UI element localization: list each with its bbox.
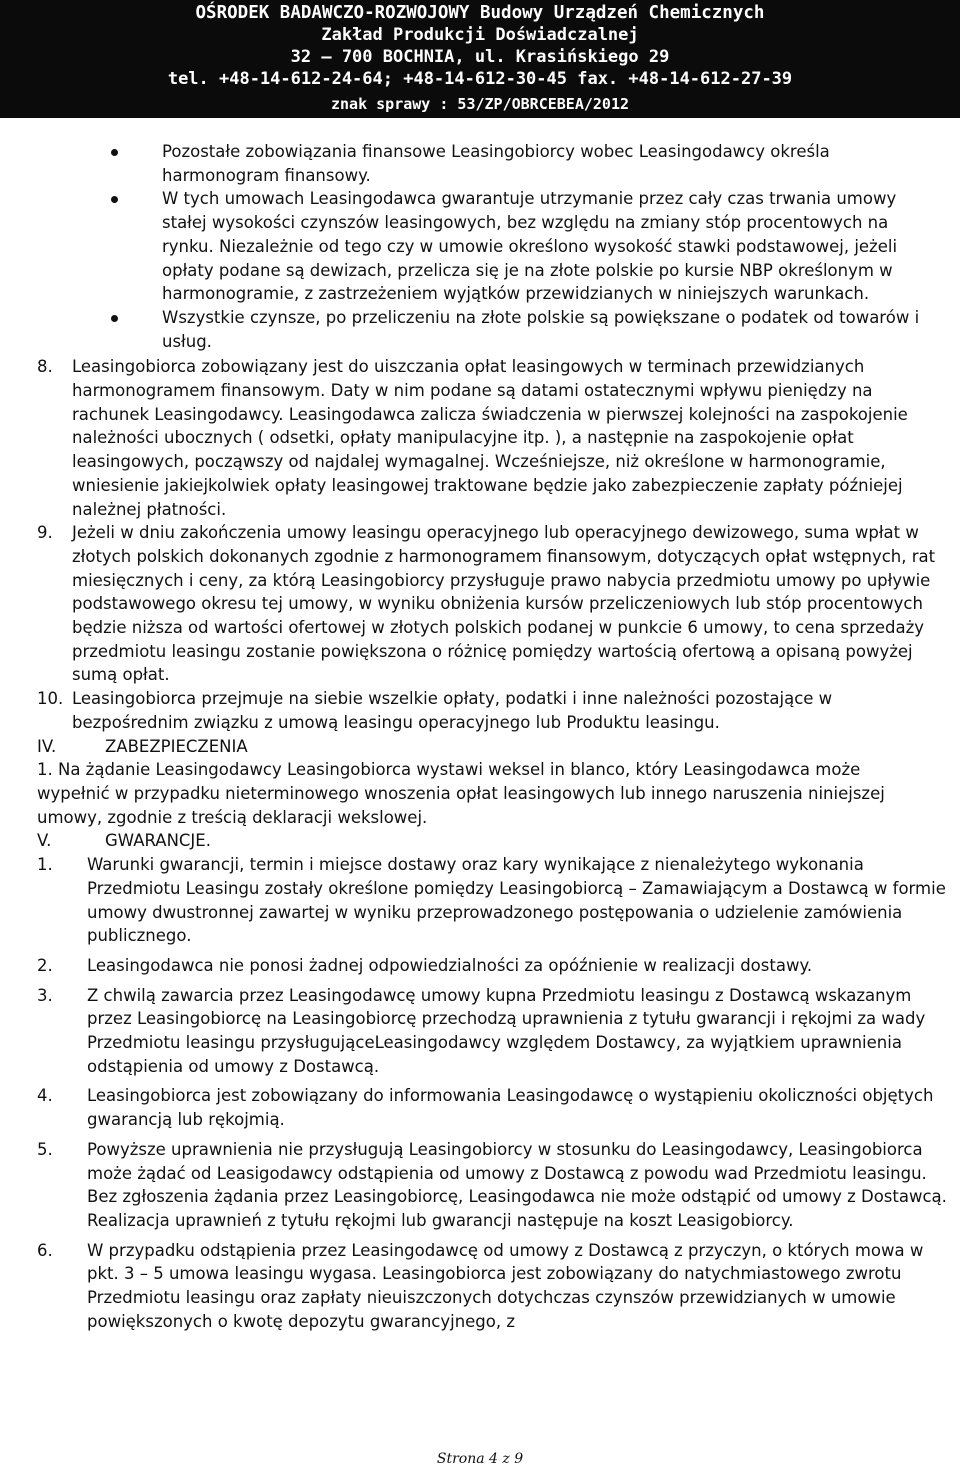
- bullet-item: [162, 140, 924, 187]
- numbered-item: [0, 1084, 960, 1131]
- bullet-icon: [111, 140, 118, 147]
- letterhead: [0, 0, 960, 118]
- numbered-item: [0, 984, 960, 1079]
- section-number: V.: [37, 831, 52, 851]
- institute-name: OŚRODEK BADAWCZO-ROZWOJOWY Budowy Urządzeń Chemicznych: [195, 3, 765, 23]
- item-text: Warunki gwarancji, termin i miejsce dostawy oraz kary wynikające z nienależytego wykonania Przedmiotu Leasingu zostały określone pomiędzy Leasingobiorcą – Zamawiającym a Dostawcą w formie umowy dwustronnej zawartej w wyniku przeprowadzonego postępowania o udzielenie zamówienia publicznego.: [87, 855, 946, 946]
- numbered-item: [0, 1239, 960, 1334]
- bullet-icon: [111, 187, 118, 194]
- item-number: 4.: [37, 1086, 53, 1106]
- item-text: Leasingobiorca zobowiązany jest do uiszczania opłat leasingowych w terminach przewidzianych harmonogramem finansowym. Daty w nim podane są datami ostatecznymi wpływu pieniędzy na rachunek Leasingodawcy. Leasingodawca zalicza świadczenia w pierwszej kolejności na zaspokojenie należności ubocznych ( odsetki, opłaty manipulacyjne itp. ), a następnie na zaspokojenie opłat leasingowych, począwszy od najdalej wymagalnej. Wcześniejsze, niż określone w harmonogramie, wniesienie jakiejkolwiek opłaty leasingowej traktowane będzie jako zabezpieczenie zapłaty późniejej należnej płatności.: [72, 357, 908, 519]
- item-text: Z chwilą zawarcia przez Leasingodawcę umowy kupna Przedmiotu leasingu z Dostawcą wskazanym przez Leasingobiorcę na Leasingobiorcę przechodzą uprawnienia z tytułu gwarancji i rękojmi za wady Przedmiotu leasingu przysługująceLeasingodawcy względem Dostawcy, za wyjątkiem uprawnienia odstąpienia od umowy z Dostawcą.: [87, 985, 926, 1076]
- item-text: Powyższe uprawnienia nie przysługują Leasingobiorcy w stosunku do Leasingodawcy, Leasingobiorca może żądać od Leasigodawcy odstąpienia od umowy z Dostawcą z powodu wad Przedmiotu leasingu. Bez zgłoszenia żądania przez Leasingobiorcę, Leasingodawca nie może odstąpić od umowy z Dostawcą. Realizacja uprawnień z tytułu rękojmi lub gwarancji następuje na koszt Leasigobiorcy.: [87, 1139, 947, 1230]
- case-reference: znak sprawy : 53/ZP/OBRCEBEA/2012: [330, 95, 629, 113]
- item-number: 2.: [37, 955, 53, 975]
- item-number: 5.: [37, 1139, 53, 1159]
- section-number: IV.: [37, 736, 57, 756]
- document-body: [0, 140, 960, 1333]
- item-text: Leasingobiorca przejmuje na siebie wszelkie opłaty, podatki i inne należności pozostające w bezpośrednim związku z umową leasingu operacyjnego lub Produktu leasingu.: [72, 689, 833, 732]
- section-paragraph: 1. Na żądanie Leasingodawcy Leasingobiorca wystawi weksel in blanco, który Leasingodawca może wypełnić w przypadku nieterminowego wnoszenia opłat leasingowych lub innego naruszenia niniejszej umowy, zgodnie z treścią deklaracji wekslowej.: [37, 760, 885, 827]
- phone-fax: tel. +48-14-612-24-64; +48-14-612-30-45 fax. +48-14-612-27-39: [167, 69, 793, 89]
- numbered-item: [0, 1138, 960, 1233]
- item-number: 10.: [37, 689, 64, 709]
- item-text: Leasingobiorca jest zobowiązany do informowania Leasingodawcę o wystąpieniu okoliczności objętych gwarancją lub rękojmią.: [87, 1086, 934, 1130]
- page-number: Strona 4 z 9: [436, 1451, 524, 1467]
- item-number: 9.: [37, 523, 53, 543]
- section-heading: [37, 829, 960, 853]
- item-number: 3.: [37, 985, 53, 1005]
- bullet-icon: [111, 306, 118, 313]
- numbered-item: [0, 521, 960, 687]
- item-number: 6.: [37, 1240, 53, 1260]
- item-number: 1.: [37, 855, 53, 875]
- bullet-text: Pozostałe zobowiązania finansowe Leasingobiorcy wobec Leasingodawcy określa harmonogram finansowy.: [162, 142, 830, 185]
- section-title: GWARANCJE.: [105, 831, 211, 851]
- item-text: Leasingodawca nie ponosi żadnej odpowiedzialności za opóźnienie w realizacji dostawy.: [87, 955, 813, 975]
- bullet-item: [162, 306, 924, 353]
- numbered-item: [0, 853, 960, 948]
- section-title: ZABEZPIECZENIA: [105, 736, 248, 756]
- item-text: W przypadku odstąpienia przez Leasingodawcę od umowy z Dostawcą z przyczyn, o których mowa w pkt. 3 – 5 umowa leasingu wygasa. Leasingobiorca jest zobowiązany do natychmiastowego zwrotu Przedmiotu leasingu oraz zapłaty nieuiszczonych dotychczas czynszów przewidzianych w umowie powiększonych o kwotę depozytu gwarancyjnego, z: [87, 1240, 924, 1331]
- department-name: Zakład Produkcji Doświadczalnej: [321, 25, 639, 45]
- numbered-item: [0, 687, 960, 734]
- bullet-item: [162, 187, 924, 306]
- item-text: Jeżeli w dniu zakończenia umowy leasingu operacyjnego lub operacyjnego dewizowego, suma wpłat w złotych polskich dokonanych zgodnie z harmonogramem finansowym, dotyczących opłat wstępnych, rat miesięcznych i ceny, za którą Leasingobiorcy przysługuje prawo nabycia przedmiotu umowy po upływie podstawowego okresu tej umowy, w wyniku obniżenia kursów przeliczeniowych lub stóp procentowych będzie niższa od wartości ofertowej w złotych polskich podanej w punkcie 6 umowy, to cena sprzedaży przedmiotu leasingu zostanie powiększona o różnicę pomiędzy wartością ofertową a opisaną powyżej sumą opłat.: [72, 523, 936, 685]
- bullet-text: W tych umowach Leasingodawca gwarantuje utrzymanie przez cały czas trwania umowy stałej wysokości czynszów leasingowych, bez względu na zmiany stóp procentowych na rynku. Niezależnie od tego czy w umowie określono wysokość stawki podstawowej, jeżeli opłaty podane są dewizach, przelicza się je na złote polskie po kursie NBP określonym w harmonogramie, z zastrzeżeniem wyjątków przewidzianych w niniejszych warunkach.: [162, 189, 898, 304]
- item-number: 8.: [37, 357, 53, 377]
- numbered-item: [0, 355, 960, 521]
- bullet-text: Wszystkie czynsze, po przeliczeniu na złote polskie są powiększane o podatek od towarów i usług.: [162, 307, 920, 351]
- numbered-item: [0, 954, 960, 978]
- address: 32 – 700 BOCHNIA, ul. Krasińskiego 29: [290, 47, 670, 67]
- section-heading: [37, 735, 960, 759]
